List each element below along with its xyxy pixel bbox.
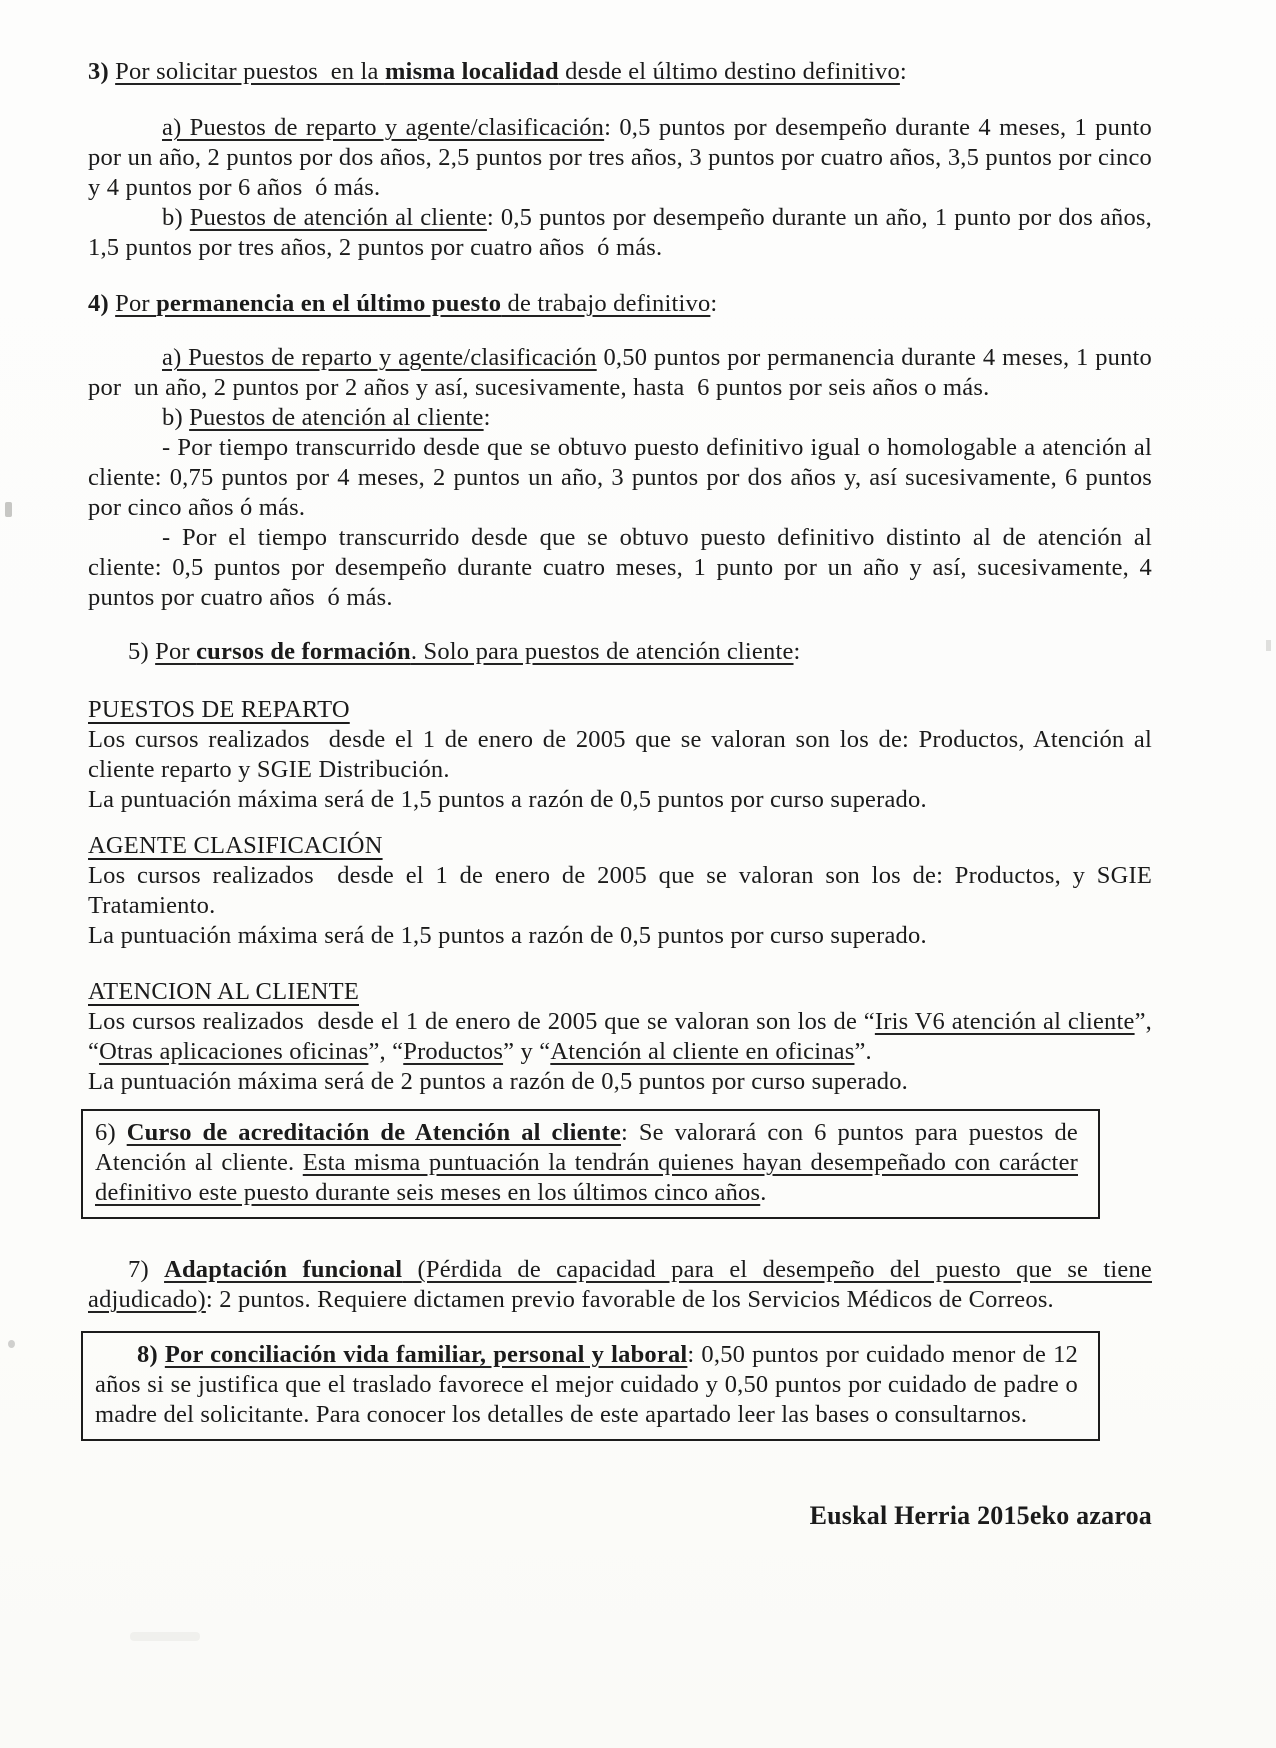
- text-run: - Por el tiempo transcurrido desde que se obtuvo puesto definitivo distinto al de atención al cliente: 0,5 puntos por desempeño durante cuatro meses, 1 punto por un año y así, sucesivamente, 4 puntos por cuatro años ó más.: [88, 524, 1152, 611]
- text-run: ”.: [854, 1038, 872, 1065]
- text-run: ” y “: [503, 1038, 551, 1065]
- text-run: : 0,5 puntos por desempeño durante un año, 1 punto por dos años, 1,5 puntos por tres años, 2 puntos por cuatro años ó más.: [88, 204, 1152, 261]
- section-6-text: [95, 1118, 1078, 1208]
- section-3-item-a: [88, 113, 1152, 203]
- course-title-reparto: PUESTOS DE REPARTO: [88, 696, 350, 723]
- text-run: : 0,5 puntos por desempeño durante 4 meses, 1 punto por un año, 2 puntos por dos años, 2,5 puntos por tres años, 3 puntos por cuatro años, 3,5 puntos por cinco y 4 puntos por 6 años ó más.: [88, 114, 1152, 201]
- text-run: : 2 puntos. Requiere dictamen previo favorable de los Servicios Médicos de Correos.: [205, 1286, 1054, 1313]
- text-run: Adaptación funcional: [164, 1256, 403, 1283]
- text-run: : 0,50 puntos por cuidado menor de 12 años si se justifica que el traslado favorece el mejor cuidado y 0,50 puntos por cuidado de padre o madre del solicitante. Para conocer los detalles de este apartado leer las bases o consultarnos.: [95, 1341, 1079, 1428]
- course-reparto-text: Los cursos realizados desde el 1 de enero de 2005 que se valoran son los de: Productos, Atención al cliente reparto y SGIE Distribución.: [88, 726, 1152, 783]
- section-4-item-a: [88, 343, 1152, 403]
- text-run: Curso de acreditación de Atención al cliente: [126, 1119, 621, 1146]
- text-run: Productos: [403, 1038, 504, 1065]
- text-run: Puestos de atención al cliente: [189, 404, 484, 431]
- course-atencion-score: La puntuación máxima será de 2 puntos a razón de 0,5 puntos por curso superado.: [88, 1068, 908, 1095]
- text-run: misma localidad: [384, 58, 559, 85]
- text-run: desde el último destino definitivo: [558, 58, 900, 85]
- text-run: 8): [137, 1341, 165, 1368]
- text-run: 7): [128, 1256, 165, 1283]
- text-run: 6): [95, 1119, 127, 1146]
- course-block-atencion: [88, 977, 1152, 1097]
- footer-place-date: Euskal Herria 2015eko azaroa: [809, 1501, 1152, 1530]
- section-3-heading: [88, 57, 1152, 87]
- text-run: 0,50 puntos por permanencia durante 4 meses, 1 punto por un año, 2 puntos por 2 años y así, sucesivamente, hasta 6 puntos por seis años o más.: [88, 344, 1153, 401]
- section-4-item-b-heading: [88, 403, 1152, 433]
- course-block-reparto: [88, 695, 1152, 815]
- section-7-text: [88, 1255, 1152, 1315]
- text-run: Iris V6 atención al cliente: [874, 1008, 1135, 1035]
- section-4-item-b-bullet-2: [88, 523, 1152, 613]
- text-run: a) Puestos de reparto y agente/clasificación: [162, 114, 605, 141]
- text-run: : Se valorará con 6 puntos para puestos de Atención al cliente.: [95, 1119, 1079, 1176]
- section-4-heading: [88, 289, 1152, 319]
- scan-speckle: [5, 502, 12, 517]
- text-run: - Por tiempo transcurrido desde que se obtuvo puesto definitivo igual o homologable a atención al cliente: 0,75 puntos por 4 meses, 2 puntos un año, 3 puntos por dos años y, así sucesivamente, 6 puntos por cinco años ó más.: [88, 434, 1152, 521]
- course-atencion-text: [88, 1007, 1152, 1067]
- section-4-item-b-bullet-1: [88, 433, 1152, 523]
- text-run: :: [793, 638, 801, 665]
- course-agente-score: La puntuación máxima será de 1,5 puntos a razón de 0,5 puntos por curso superado.: [88, 922, 927, 949]
- text-run: de trabajo definitivo: [501, 290, 711, 317]
- text-run: Por conciliación vida familiar, personal y laboral: [164, 1341, 688, 1368]
- scan-smudge: [130, 1632, 200, 1641]
- text-run: b): [162, 204, 190, 231]
- section-5-heading: [88, 637, 1152, 667]
- text-run: (Pérdida de capacidad para el desempeño del puesto que se tiene adjudicado): [88, 1256, 1152, 1313]
- course-title-agente: AGENTE CLASIFICACIÓN: [88, 832, 383, 859]
- text-run: 3): [88, 58, 116, 85]
- course-agente-text: Los cursos realizados desde el 1 de enero de 2005 que se valoran son los de: Productos, y SGIE Tratamiento.: [88, 862, 1152, 919]
- text-run: Atención al cliente en oficinas: [550, 1038, 855, 1065]
- course-block-agente: [88, 831, 1152, 951]
- text-run: . Solo para puestos de atención cliente: [410, 638, 794, 665]
- section-6-box: [81, 1109, 1100, 1219]
- text-run: a) Puestos de reparto y agente/clasificación: [162, 344, 597, 371]
- text-run: 5): [128, 638, 156, 665]
- text-run: b): [162, 404, 190, 431]
- section-8-box: [81, 1331, 1100, 1441]
- course-title-atencion: ATENCION AL CLIENTE: [88, 978, 359, 1005]
- text-run: :: [899, 58, 907, 85]
- text-run: Esta misma puntuación la tendrán quienes hayan desempeñado con carácter definitivo este puesto durante seis meses en los últimos cinco años: [95, 1149, 1078, 1206]
- text-run: Por: [115, 290, 157, 317]
- scan-speckle: [8, 1340, 15, 1348]
- course-reparto-score: La puntuación máxima será de 1,5 puntos a razón de 0,5 puntos por curso superado.: [88, 786, 927, 813]
- text-run: ”, “: [88, 1008, 1152, 1065]
- text-run: :: [483, 404, 491, 431]
- section-3-item-b: [88, 203, 1152, 263]
- text-run: 4): [88, 290, 116, 317]
- scan-speckle: [1266, 640, 1271, 651]
- text-run: cursos de formación: [196, 638, 411, 665]
- text-run: permanencia en el último puesto: [156, 290, 502, 317]
- section-8-text: [95, 1340, 1078, 1430]
- text-run: :: [710, 290, 718, 317]
- text-run: Por solicitar puestos en la: [115, 58, 385, 85]
- text-run: Otras aplicaciones oficinas: [99, 1038, 369, 1065]
- text-run: ”, “: [368, 1038, 404, 1065]
- text-run: Por: [155, 638, 197, 665]
- text-run: Puestos de atención al cliente: [189, 204, 487, 231]
- text-run: Los cursos realizados desde el 1 de enero de 2005 que se valoran son los de “: [88, 1008, 875, 1035]
- text-run: .: [760, 1179, 767, 1206]
